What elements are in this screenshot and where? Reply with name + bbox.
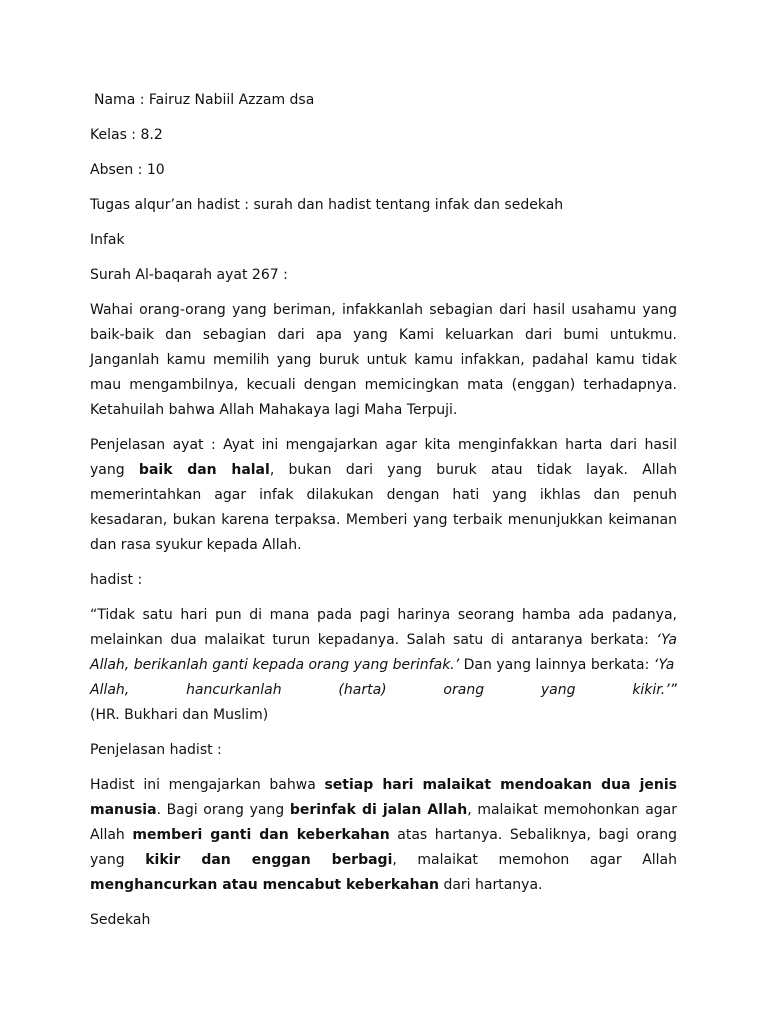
hadist-quote: “Tidak satu hari pun di mana pada pagi harinya seorang hamba ada padanya, melainkan dua malaikat turun kepadanya. Salah satu di antaranya berkata: ‘Ya Allah, berikanlah ganti kepada orang yang berinfak.’ Dan yang lainnya berkata: ‘Ya Allah, hancurkanlah (harta) orang yang kikir.’” (HR. Bukhari dan Muslim) [90, 603, 677, 728]
ayat-explanation: Penjelasan ayat : Ayat ini mengajarkan agar kita menginfakkan harta dari hasil yang baik dan halal, bukan dari yang buruk atau tidak layak. Allah memerintahkan agar infak dilakukan dengan hati yang ikhlas dan penuh kesadaran, bukan karena terpaksa. Memberi yang terbaik menunjukkan keimanan dan rasa syukur kepada Allah. [90, 437, 677, 553]
hadist-explanation-label: Penjelasan hadist : [90, 742, 222, 758]
hadist-explanation: Hadist ini mengajarkan bahwa setiap hari malaikat mendoakan dua jenis manusia. Bagi orang yang berinfak di jalan Allah, malaikat memohonkan agar Allah memberi ganti dan keberkahan atas hartanya. Sebaliknya, bagi orang yang kikir dan enggan berbagi, malaikat memohon agar Allah menghancurkan atau mencabut keberkahan dari hartanya. [90, 777, 678, 893]
hadist-last-line: Allah, hancurkanlah (harta) orang yang kikir.’” [90, 682, 677, 698]
hadist-label: hadist : [90, 572, 143, 588]
surah-label: Surah Al-baqarah ayat 267 : [90, 267, 288, 283]
student-number: Absen : 10 [90, 162, 165, 178]
italic-quote: ‘Ya Allah, berikanlah ganti kepada orang yang berinfak.’ [90, 632, 677, 673]
bold-phrase: baik dan halal [138, 462, 270, 478]
hadist-source: (HR. Bukhari dan Muslim) [90, 707, 269, 723]
section-heading-infak: Infak [90, 232, 125, 248]
student-name: Nama : Fairuz Nabiil Azzam dsa [94, 92, 315, 108]
section-heading-sedekah: Sedekah [90, 912, 151, 928]
ayat-translation: Wahai orang-orang yang beriman, infakkanlah sebagian dari hasil usahamu yang baik-baik dan sebagian dari apa yang Kami keluarkan dari bumi untukmu. Janganlah kamu memilih yang buruk untuk kamu infakkan, padahal kamu tidak mau mengambilnya, kecuali dengan memicingkan mata (enggan) terhadapnya. Ketahuilah bahwa Allah Mahakaya lagi Maha Terpuji. [90, 302, 677, 418]
assignment-title: Tugas alqur’an hadist : surah dan hadist tentang infak dan sedekah [90, 197, 564, 213]
document-page [90, 88, 677, 943]
student-class: Kelas : 8.2 [90, 127, 163, 143]
